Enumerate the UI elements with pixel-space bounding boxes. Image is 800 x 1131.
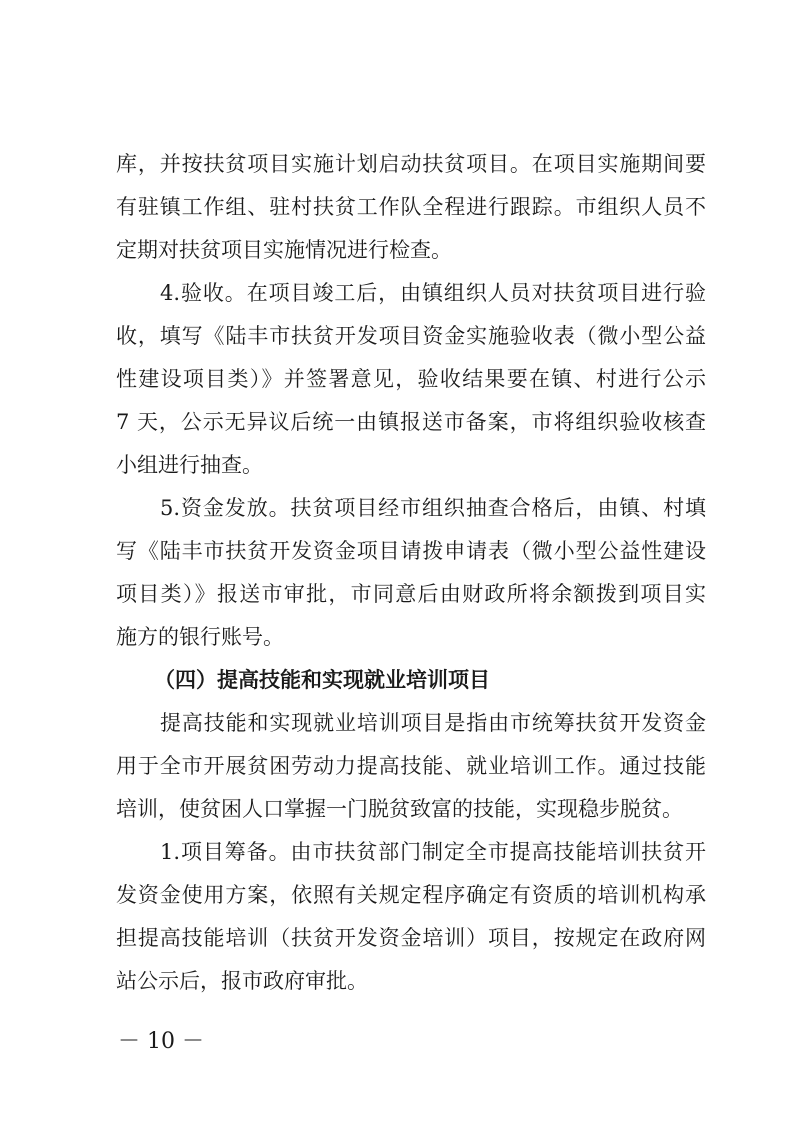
- text-line: 提高技能和实现就业培训项目是指由市统筹扶贫开发资金: [160, 711, 706, 735]
- text-line: 写《陆丰市扶贫开发资金项目请拨申请表（微小型公益性建设: [116, 539, 706, 563]
- text-line: 收，填写《陆丰市扶贫开发项目资金实施验收表（微小型公益: [116, 324, 706, 348]
- text-line: 施方的银行账号。: [116, 625, 284, 649]
- text-line: 性建设项目类）》并签署意见，验收结果要在镇、村进行公示: [116, 367, 706, 391]
- text-line: 7 天，公示无异议后统一由镇报送市备案，市将组织验收核查: [116, 410, 706, 434]
- text-line: 站公示后，报市政府审批。: [116, 969, 368, 993]
- page-number: － 10 －: [118, 1029, 204, 1054]
- text-line: 5.资金发放。扶贫项目经市组织抽查合格后，由镇、村填: [160, 496, 706, 520]
- text-line: 库，并按扶贫项目实施计划启动扶贫项目。在项目实施期间要: [116, 152, 706, 176]
- text-line: 4.验收。在项目竣工后，由镇组织人员对扶贫项目进行验: [160, 281, 706, 305]
- text-line: 1.项目筹备。由市扶贫部门制定全市提高技能培训扶贫开: [160, 840, 706, 864]
- text-line: 有驻镇工作组、驻村扶贫工作队全程进行跟踪。市组织人员不: [116, 195, 706, 219]
- text-line: 发资金使用方案，依照有关规定程序确定有资质的培训机构承: [116, 883, 706, 907]
- text-line: 小组进行抽查。: [116, 453, 263, 477]
- text-line: 担提高技能培训（扶贫开发资金培训）项目，按规定在政府网: [116, 926, 706, 950]
- text-line: 项目类）》报送市审批，市同意后由财政所将余额拨到项目实: [116, 582, 706, 606]
- section-heading: （四）提高技能和实现就业培训项目: [154, 667, 490, 692]
- text-line: 培训，使贫困人口掌握一门脱贫致富的技能，实现稳步脱贫。: [116, 797, 683, 821]
- text-line: 定期对扶贫项目实施情况进行检查。: [116, 238, 452, 262]
- text-line: 用于全市开展贫困劳动力提高技能、就业培训工作。通过技能: [116, 754, 706, 778]
